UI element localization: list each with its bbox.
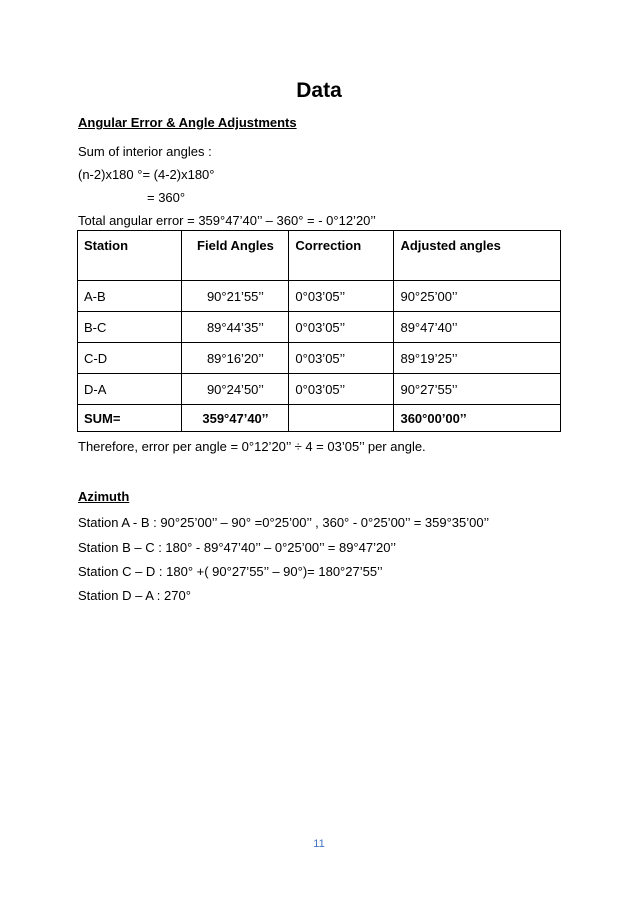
cell-field-angle: 89°16’20’’ [182, 343, 289, 374]
cell-adjusted-angle: 89°19’25’’ [394, 343, 561, 374]
table-sum-row [78, 405, 561, 432]
table-row [78, 312, 561, 343]
sum-label: SUM= [78, 405, 182, 432]
azimuth-line-b-c: Station B – C : 180° - 89°47’40’’ – 0°25’00’’ = 89°47’20’’ [78, 540, 396, 555]
cell-adjusted-angle: 90°25’00’’ [394, 281, 561, 312]
azimuth-line-d-a: Station D – A : 270° [78, 588, 191, 603]
interior-result: = 360° [147, 190, 186, 205]
cell-station: A-B [78, 281, 182, 312]
cell-correction: 0°03’05’’ [289, 312, 394, 343]
cell-field-angle: 89°44’35’’ [182, 312, 289, 343]
total-angular-error: Total angular error = 359°47’40’’ – 360° = - 0°12’20’’ [78, 213, 376, 228]
cell-correction: 0°03’05’’ [289, 374, 394, 405]
azimuth-line-c-d: Station C – D : 180° +( 90°27’55’’ – 90°)= 180°27’55’’ [78, 564, 383, 579]
table-header-row [78, 231, 561, 281]
error-per-angle-conclusion: Therefore, error per angle = 0°12’20’’ ÷ 4 = 03’05’’ per angle. [78, 439, 426, 454]
cell-adjusted-angle: 90°27’55’’ [394, 374, 561, 405]
header-correction: Correction [289, 231, 394, 281]
header-adjusted-angles: Adjusted angles [394, 231, 561, 281]
page-number: 11 [313, 838, 325, 850]
section-heading-azimuth: Azimuth [78, 489, 130, 504]
sum-field-angles: 359°47’40’’ [182, 405, 289, 432]
azimuth-line-a-b: Station A - B : 90°25’00’’ – 90° =0°25’00’’ , 360° - 0°25’00’’ = 359°35’00’’ [78, 515, 490, 530]
table-row [78, 281, 561, 312]
page-title: Data [296, 79, 342, 102]
interior-formula: (n-2)x180 °= (4-2)x180° [78, 167, 215, 182]
sum-correction [289, 405, 394, 432]
cell-station: C-D [78, 343, 182, 374]
cell-correction: 0°03’05’’ [289, 281, 394, 312]
cell-station: D-A [78, 374, 182, 405]
header-station: Station [78, 231, 182, 281]
table-row [78, 343, 561, 374]
cell-field-angle: 90°21’55’’ [182, 281, 289, 312]
section-heading-angular-error: Angular Error & Angle Adjustments [78, 115, 297, 130]
cell-correction: 0°03’05’’ [289, 343, 394, 374]
sum-adjusted-angles: 360°00’00’’ [394, 405, 561, 432]
angle-adjustment-table [77, 230, 561, 432]
cell-station: B-C [78, 312, 182, 343]
sum-interior-label: Sum of interior angles : [78, 144, 212, 159]
header-field-angles: Field Angles [182, 231, 289, 281]
table-row [78, 374, 561, 405]
cell-adjusted-angle: 89°47’40’’ [394, 312, 561, 343]
cell-field-angle: 90°24’50’’ [182, 374, 289, 405]
